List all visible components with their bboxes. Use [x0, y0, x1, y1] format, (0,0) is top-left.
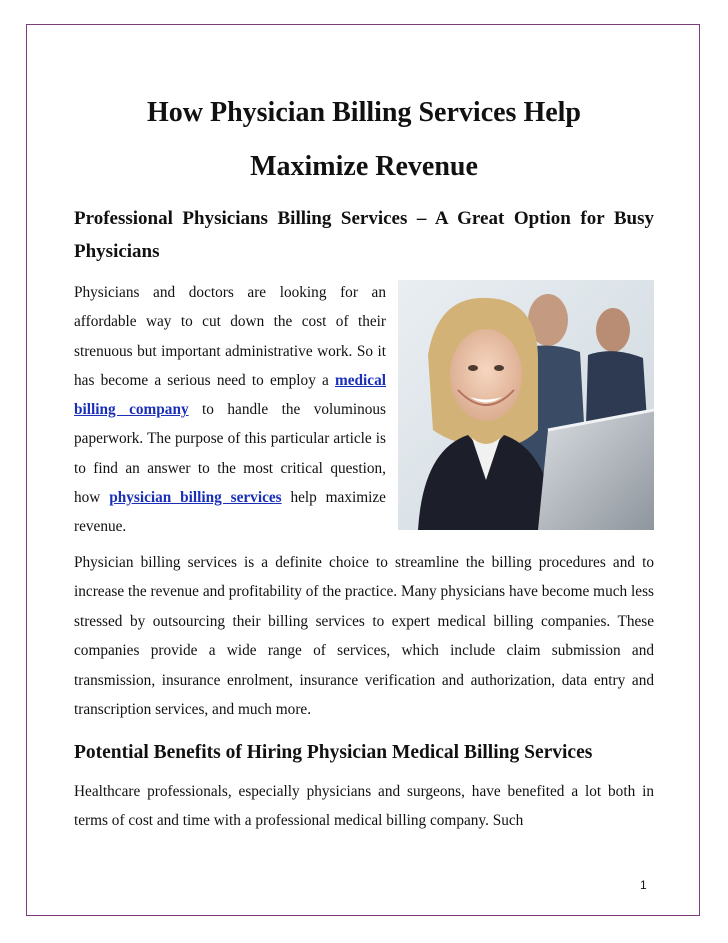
physician-billing-services-link[interactable]: physician billing services [109, 489, 282, 507]
page-number: 1 [640, 878, 647, 892]
paragraph-healthcare-professionals: Healthcare professionals, especially physicians and surgeons, have benefited a lot both in terms of cost and time with a professional medical billing company. Such [74, 782, 654, 830]
intro-text-part-2: to handle the voluminous paperwork. The purpose of this particular article is to find an answer to the most critical question, how [74, 401, 386, 507]
paragraph-billing-services: Physician billing services is a definite choice to streamline the billing procedures and to increase the revenue and profitability of the practice. Many physicians have become much less stressed by outsourcing their billing services to expert medical billing companies. These companies provide a wide range of services, which include claim submission and transmission, insurance enrolment, insurance verification and authorization, data entry and transcription services, and much more. [74, 553, 654, 719]
document-title [74, 86, 654, 194]
section-heading-potential-benefits: Potential Benefits of Hiring Physician Medical Billing Services [74, 741, 593, 763]
business-people-photo [398, 280, 654, 530]
intro-text-part-3: help maximize revenue. [74, 489, 386, 536]
medical-billing-company-link[interactable]: medical billing company [74, 371, 386, 419]
intro-text-part-1: Physicians and doctors are looking for an affordable way to cut down the cost of their strenuous but important administrative work. So it has become a serious need to employ a [74, 284, 386, 389]
title-line-2: Maximize Revenue [250, 151, 478, 182]
section-heading-professional-services: Professional Physicians Billing Services – A Great Option for Busy Physicians [74, 208, 654, 262]
intro-block [74, 278, 654, 542]
document-content [74, 86, 654, 836]
title-line-1: How Physician Billing Services Help [146, 97, 581, 128]
